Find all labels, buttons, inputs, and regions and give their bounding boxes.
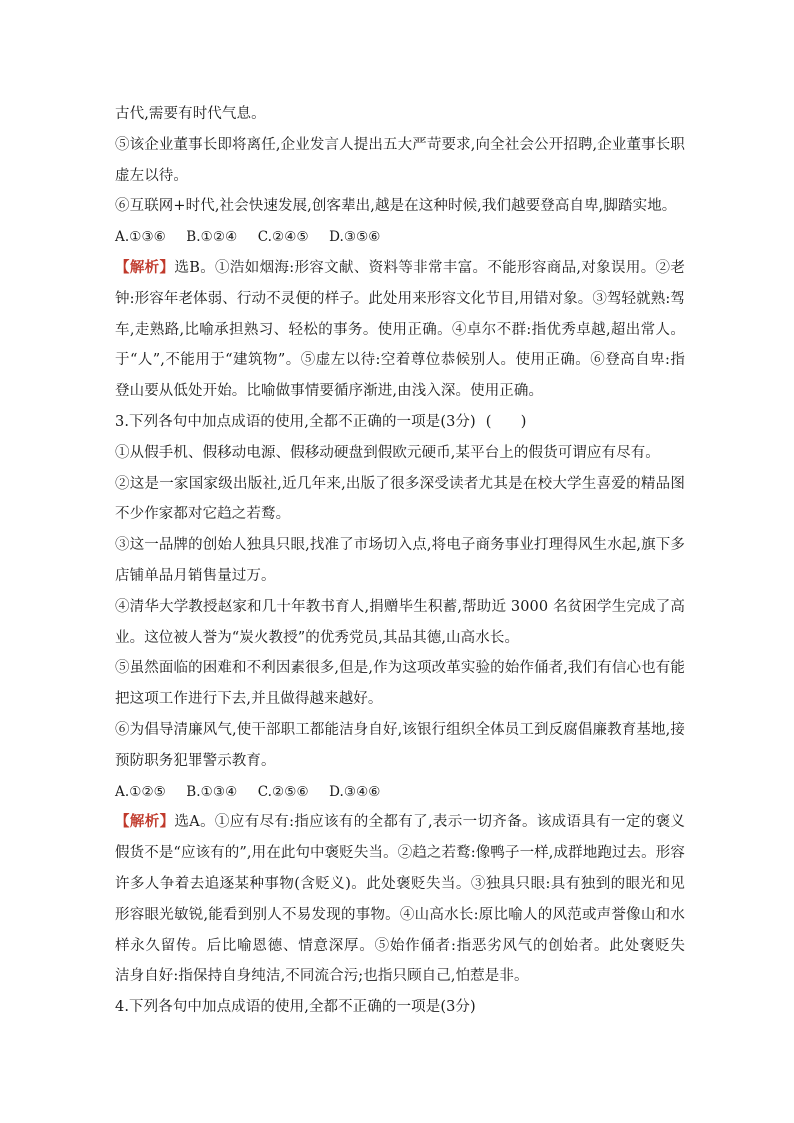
q2-option-b: B.①②④	[186, 229, 238, 246]
analysis-tag: 【解析】	[115, 258, 175, 276]
q2-analysis-line1	[115, 253, 685, 284]
q3-item-2-line1: ②这是一家国家级出版社,近几年来,出版了很多深受读者尤其是在校大学生喜爱的精品图	[115, 475, 685, 492]
q2-tail-line: 古代,需要有时代气息。	[115, 106, 266, 122]
analysis-tag-text: 解析	[129, 258, 160, 276]
q3-title-text: 3.下列各句中加点成语的使用,全都不正确的一项是(3分)	[115, 413, 476, 430]
q2-analysis-line3: 车,走熟路,比喻承担熟习、轻松的事务。使用正确。④卓尔不群:指优秀卓越,超出常人。	[115, 321, 685, 338]
q3-item-4-line2: 业。这位被人誉为“炭火教授”的优秀党员,其品其德,山高水长。	[115, 629, 520, 646]
analysis-tag-text: 解析	[129, 813, 160, 831]
q3-analysis-line3: 许多人争着去追逐某种事物(含贬义)。此处褒贬失当。③独具只眼:具有独到的眼光和见	[115, 875, 685, 892]
q3-option-a: A.①②⑤	[115, 783, 166, 800]
q3-item-5-line1: ⑤虽然面临的困难和不利因素很多,但是,作为这项改革实验的始作俑者,我们有信心也有能	[115, 660, 685, 677]
q2-item-5-line1: ⑤该企业董事长即将离任,企业发言人提出五大严苛要求,向全社会公开招聘,企业董事长职	[115, 136, 685, 153]
q3-analysis-line1	[115, 807, 685, 838]
q4-title: 4.下列各句中加点成语的使用,全都不正确的一项是(3分)	[115, 999, 476, 1016]
q3-item-2-line2: 不少作家都对它趋之若鹜。	[115, 506, 291, 523]
q2-options	[115, 222, 685, 253]
q3-answer-paren: ( )	[485, 413, 527, 430]
q3-item-3-line2: 店铺单品月销售量过万。	[115, 567, 276, 584]
q3-item-1: ①从假手机、假移动电源、假移动硬盘到假欧元硬币,某平台上的假货可谓应有尽有。	[115, 444, 660, 461]
q3-item-6-line2: 预防职务犯罪警示教育。	[115, 752, 276, 769]
q3-item-5-line2: 把这项工作进行下去,并且做得越来越好。	[115, 691, 383, 708]
document-body	[115, 99, 685, 1023]
q3-analysis-line6: 洁身自好:指保持自身纯洁,不同流合污;也指只顾自己,怕惹是非。	[115, 968, 529, 985]
q2-option-a: A.①③⑥	[115, 229, 166, 246]
q2-option-c: C.②④⑤	[257, 229, 309, 246]
q3-item-6-line1: ⑥为倡导清廉风气,使干部职工都能洁身自好,该银行组织全体员工到反腐倡廉教育基地,接	[115, 721, 685, 738]
q2-item-5-line2: 虚左以待。	[115, 167, 188, 184]
q3-item-3-line1: ③这一品牌的创始人独具只眼,找准了市场切入点,将电子商务事业打理得风生水起,旗下多	[115, 537, 685, 554]
q3-title	[115, 407, 685, 438]
q3-analysis-line2: 假货不是“应该有的”,用在此句中褒贬失当。②趋之若鹜:像鸭子一样,成群地跑过去。形容	[115, 845, 685, 862]
analysis-tag: 【解析】	[115, 813, 175, 831]
q3-item-4-line1: ④清华大学教授赵家和几十年教书育人,捐赠毕生积蓄,帮助近 3000 名贫困学生完成了高	[115, 598, 685, 615]
q3-analysis-line5: 样永久留传。后比喻恩德、情意深厚。⑤始作俑者:指恶劣风气的创始者。此处褒贬失	[115, 937, 685, 954]
q3-option-b: B.①③④	[186, 783, 238, 800]
q2-analysis-text: 选B。①浩如烟海:形容文献、资料等非常丰富。不能形容商品,对象误用。②老	[174, 259, 685, 276]
q3-analysis-line4: 形容眼光敏锐,能看到别人不易发现的事物。④山高水长:原比喻人的风范或声誉像山和水	[115, 906, 685, 923]
q2-item-6: ⑥互联网+时代,社会快速发展,创客辈出,越是在这种时候,我们越要登高自卑,脚踏实地。	[115, 198, 677, 215]
q2-analysis-line4: 于“人”,不能用于“建筑物”。⑤虚左以待:空着尊位恭候别人。使用正确。⑥登高自卑:指	[115, 352, 685, 369]
q3-analysis-text: 选A。①应有尽有:指应该有的全都有了,表示一切齐备。该成语具有一定的褒义	[174, 814, 685, 831]
q2-analysis-line2: 钟:形容年老体弱、行动不灵便的样子。此处用来形容文化节目,用错对象。③驾轻就熟:驾	[115, 290, 685, 307]
q2-analysis-line5: 登山要从低处开始。比喻做事情要循序渐进,由浅入深。使用正确。	[115, 383, 544, 400]
q2-option-d: D.③⑤⑥	[329, 229, 381, 246]
q3-option-c: C.②⑤⑥	[257, 783, 309, 800]
q3-option-d: D.③④⑥	[329, 783, 381, 800]
q3-options	[115, 777, 685, 808]
